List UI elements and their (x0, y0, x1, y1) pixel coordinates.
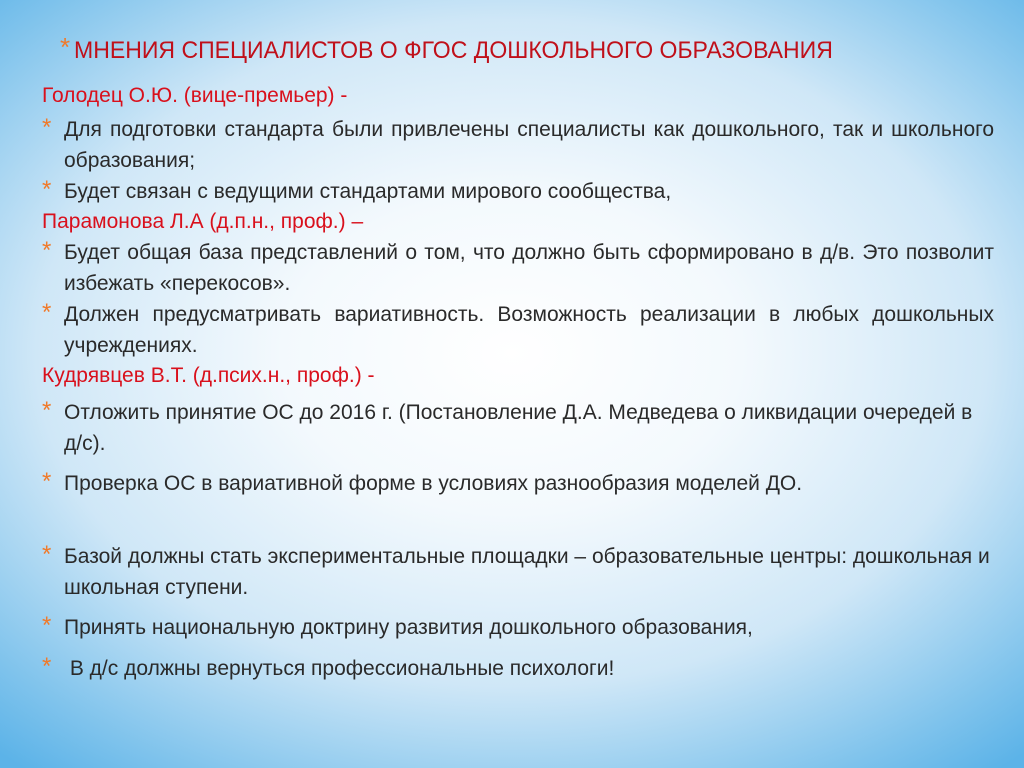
list-item-text: Для подготовки стандарта были привлечены специалисты как дошкольного, так и школьного образования; (64, 118, 994, 172)
bullet-icon: * (42, 541, 52, 568)
list-item (42, 114, 994, 176)
list-item-text: Базой должны стать экспериментальные площадки – образовательные центры: дошкольная и школьная ступени. (64, 545, 990, 599)
bullet-icon: * (42, 299, 52, 326)
list-item-text: Должен предусматривать вариативность. Возможность реализации в любых дошкольных учреждениях. (64, 303, 994, 357)
speaker-paramonova: Парамонова Л.А (д.п.н., проф.) – (42, 210, 364, 233)
title-text: МНЕНИЯ СПЕЦИАЛИСТОВ О ФГОС ДОШКОЛЬНОГО ОБРАЗОВАНИЯ (74, 37, 834, 64)
bullet-icon: * (42, 176, 52, 203)
slide-title (60, 33, 1000, 67)
list-item-text: Проверка ОС в вариативной форме в условиях разнообразия моделей ДО. (64, 472, 803, 495)
bullet-icon: * (42, 397, 52, 424)
list-item-text: Принять национальную доктрину развития дошкольного образования, (64, 616, 753, 639)
list-item (42, 612, 994, 643)
bullet-icon: * (42, 114, 52, 141)
bullet-icon: * (42, 468, 52, 495)
list-item (42, 397, 994, 459)
list-item-text: В д/с должны вернуться профессиональные психологи! (64, 657, 615, 680)
list-item-text: Будет общая база представлений о том, что должно быть сформировано в д/в. Это позволит избежать «перекосов». (64, 241, 994, 295)
list-item (42, 541, 994, 603)
bullet-icon: * (42, 612, 52, 639)
bullet-icon: * (42, 653, 52, 680)
speaker-kudryavtsev: Кудрявцев В.Т. (д.псих.н., проф.) - (42, 364, 375, 387)
list-item (42, 468, 994, 499)
list-item-text: Отложить принятие ОС до 2016 г. (Постановление Д.А. Медведева о ликвидации очередей в д/с). (64, 401, 973, 455)
speaker-golodets: Голодец О.Ю. (вице-премьер) - (42, 84, 348, 107)
title-bullet-icon: * (60, 32, 71, 62)
list-item (42, 176, 994, 207)
list-item-text: Будет связан с ведущими стандартами мирового сообщества, (64, 180, 672, 203)
list-item (42, 237, 994, 299)
bullet-icon: * (42, 237, 52, 264)
list-item (42, 653, 994, 684)
list-item (42, 299, 994, 361)
